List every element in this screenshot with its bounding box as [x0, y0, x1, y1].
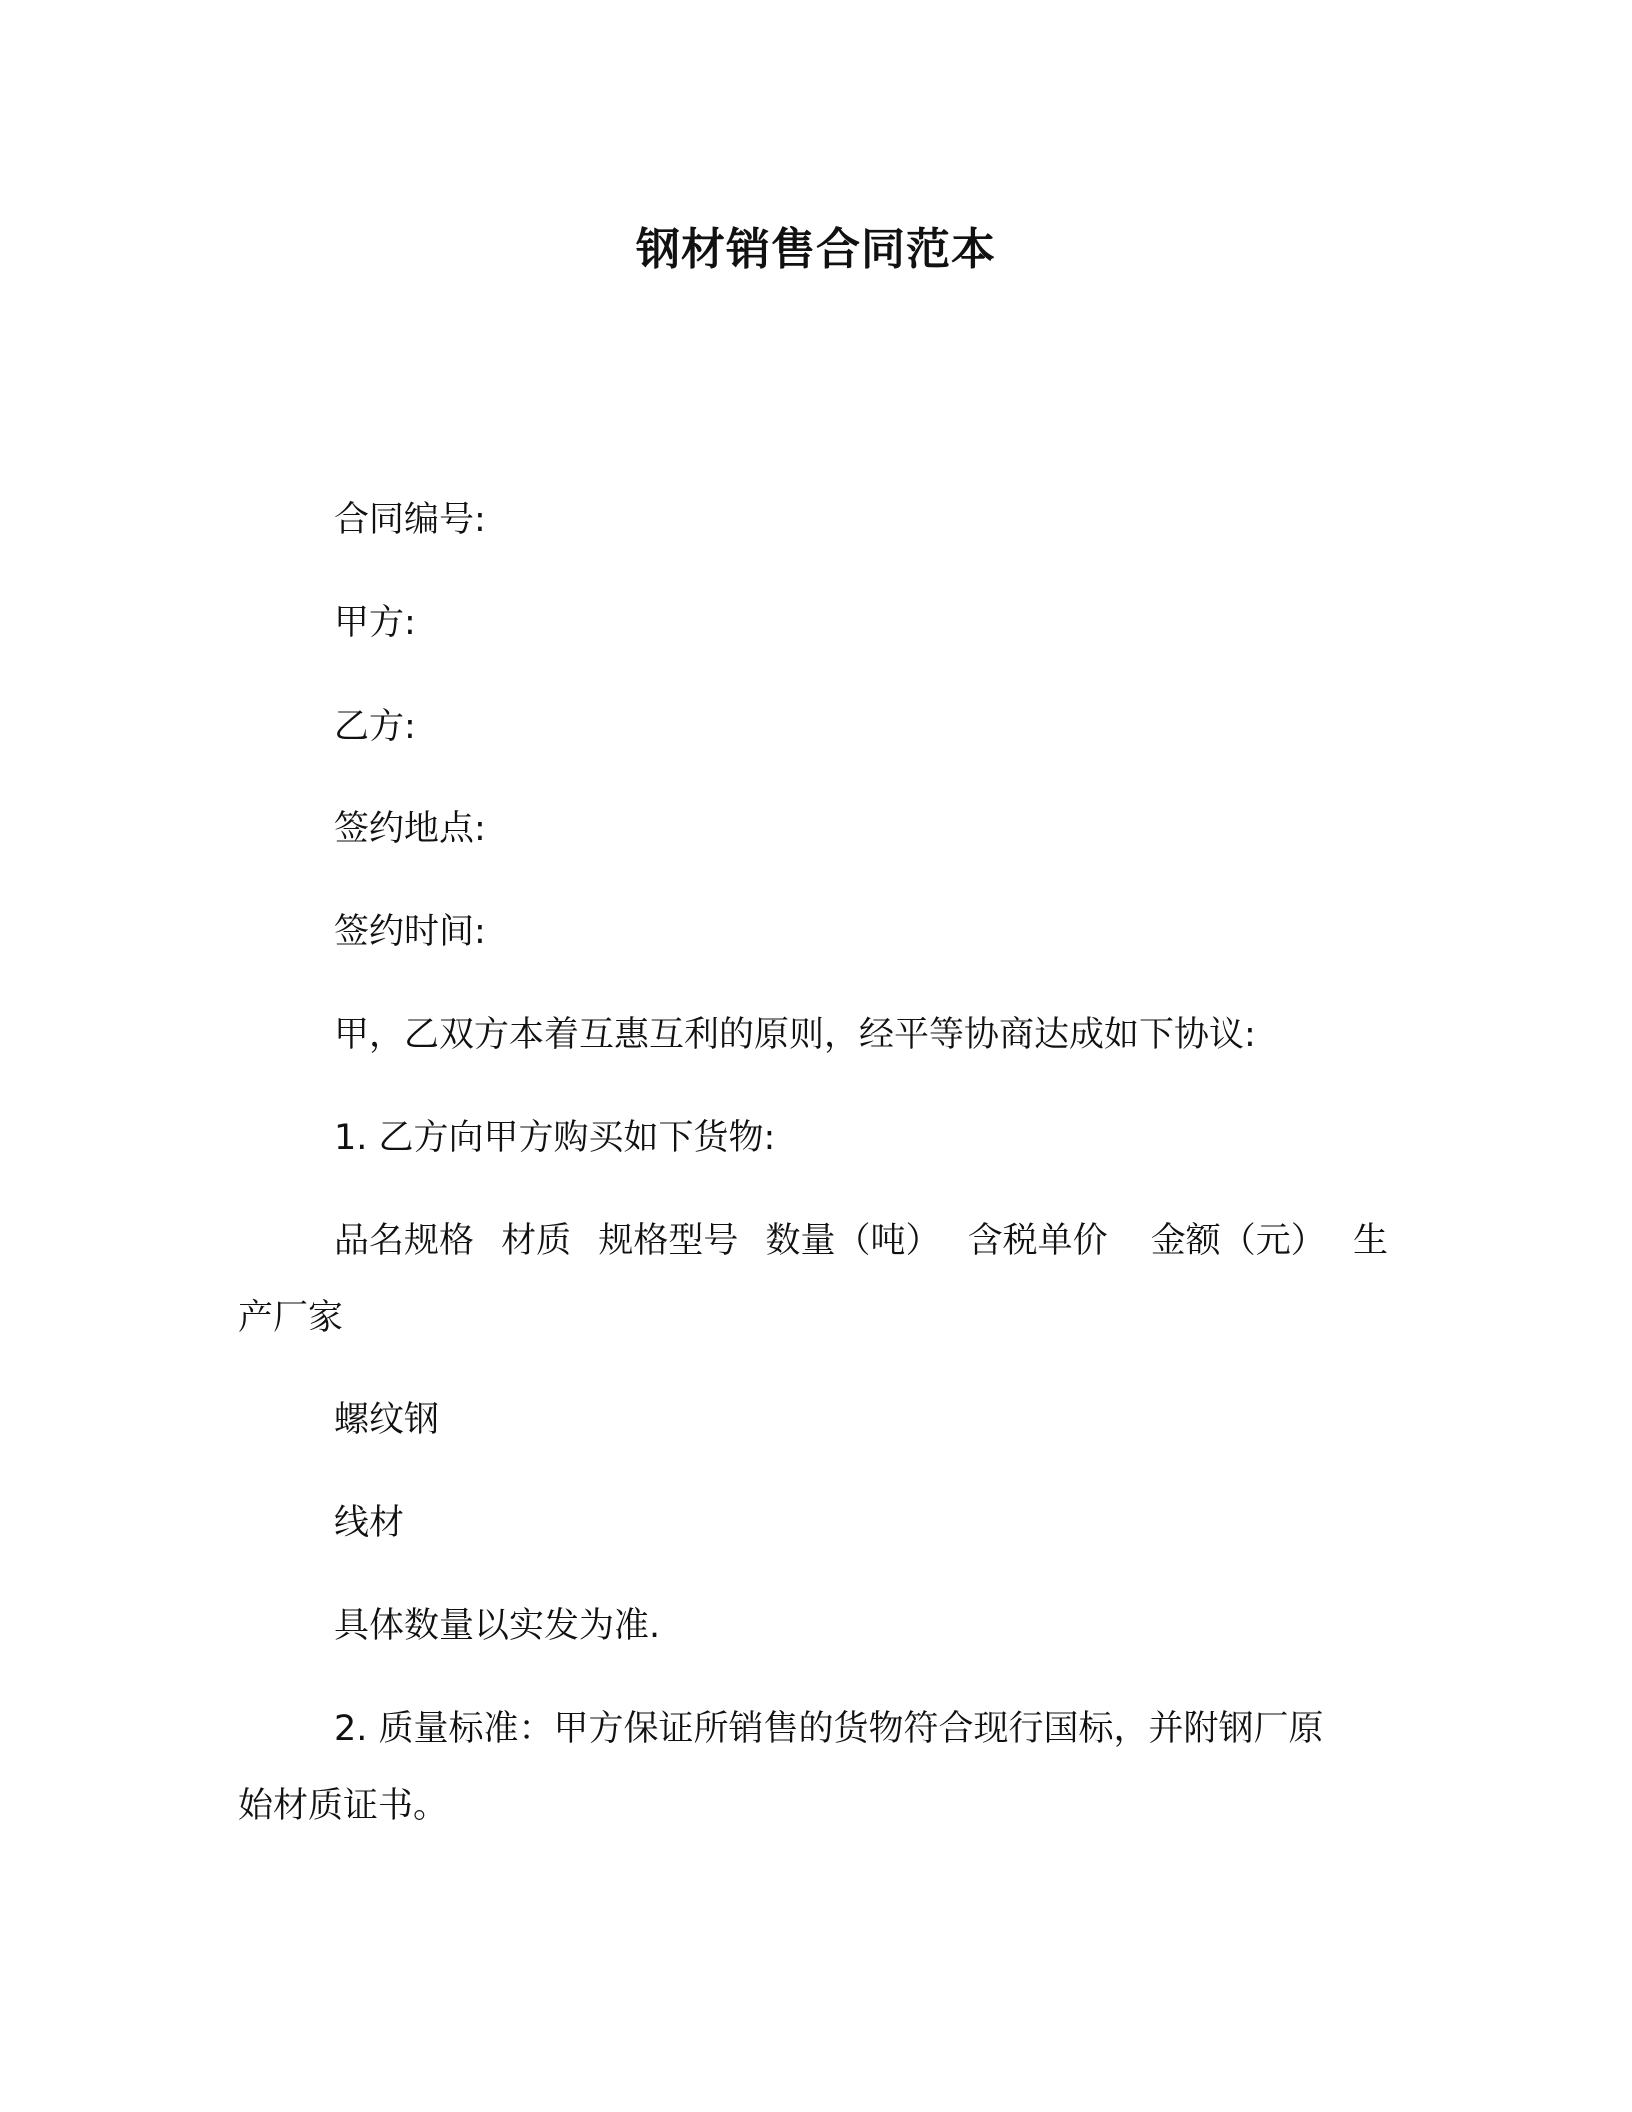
- goods-table-header: [334, 1219, 1388, 1263]
- header-manufacturer-start: 生: [1352, 1221, 1388, 1261]
- party-b-field: 乙方:: [334, 707, 416, 747]
- quantity-note: 具体数量以实发为准.: [334, 1606, 661, 1646]
- header-product-name: 品名规格: [334, 1221, 475, 1261]
- goods-item-rebar: 螺纹钢: [334, 1400, 440, 1440]
- header-amount: 金额（元）: [1150, 1221, 1326, 1261]
- header-quantity: 数量（吨）: [765, 1221, 941, 1261]
- signing-time-field: 签约时间:: [334, 912, 486, 952]
- header-unit-price: 含税单价: [967, 1221, 1108, 1261]
- document-title: 钢材销售合同范本: [636, 224, 996, 275]
- goods-item-wire-rod: 线材: [334, 1503, 405, 1543]
- header-model: 规格型号: [598, 1221, 739, 1261]
- contract-number-field: 合同编号:: [334, 500, 486, 540]
- header-material: 材质: [501, 1221, 572, 1261]
- party-a-field: 甲方:: [334, 603, 416, 643]
- preamble-paragraph: 甲，乙双方本着互惠互利的原则，经平等协商达成如下协议:: [334, 1015, 1256, 1055]
- clause-2-line-2: 始材质证书。: [238, 1786, 449, 1826]
- clause-2-line-1: 2. 质量标准：甲方保证所销售的货物符合现行国标，并附钢厂原: [334, 1709, 1324, 1749]
- header-manufacturer-wrap: 产厂家: [238, 1298, 344, 1338]
- signing-place-field: 签约地点:: [334, 809, 486, 849]
- clause-1-heading: 1. 乙方向甲方购买如下货物:: [334, 1118, 776, 1158]
